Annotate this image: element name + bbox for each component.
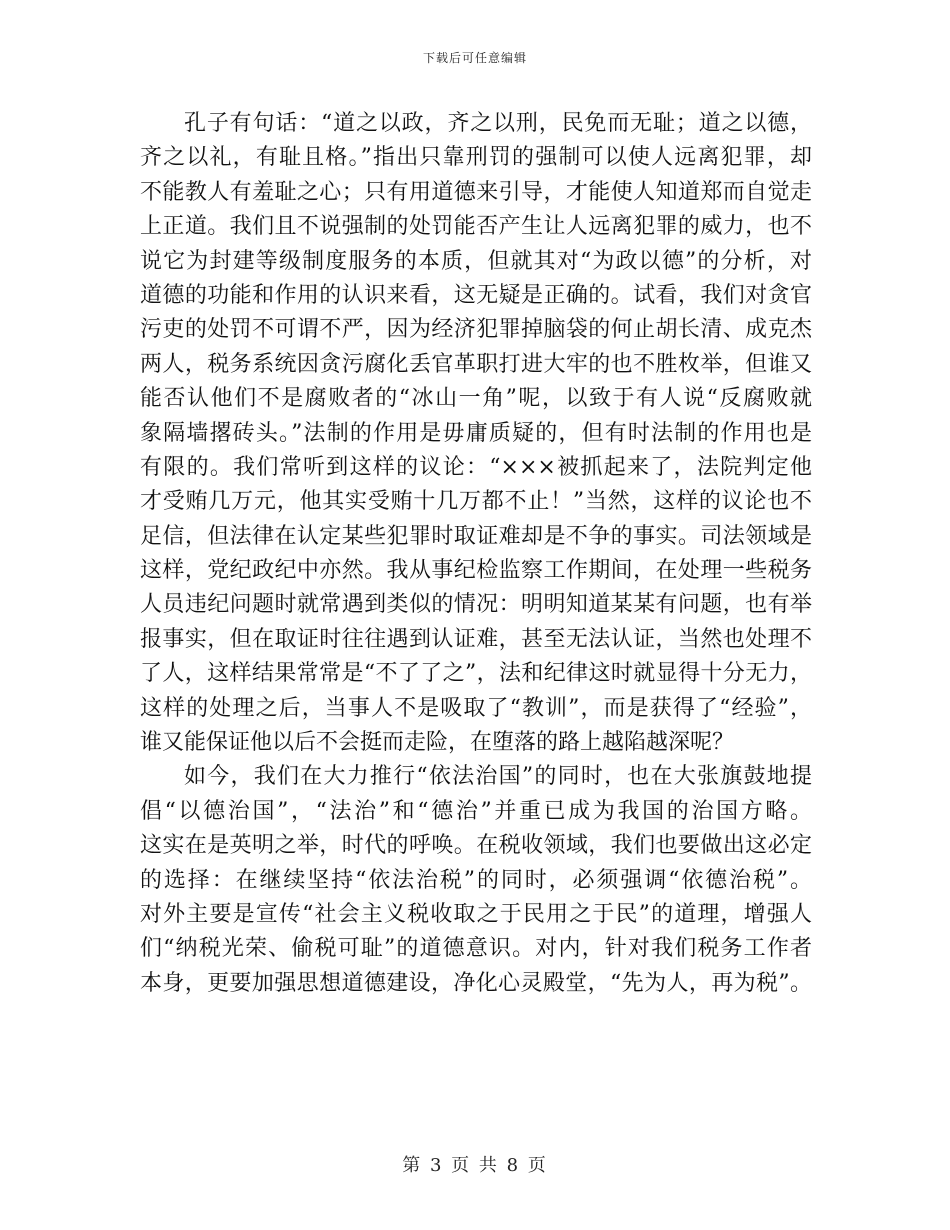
text-line: 谁又能保证他以后不会挺而走险，在堕落的路上越陷越深呢？ — [140, 730, 735, 756]
text-line: 报事实，但在取证时往往遇到认证难，甚至无法认证，当然也处理不 — [140, 626, 812, 652]
text-line: 不能教人有羞耻之心；只有用道德来引导，才能使人知道郑而自觉走 — [140, 179, 812, 205]
text-line: 这实在是英明之举，时代的呼唤。在税收领域，我们也要做出这必定 — [140, 833, 812, 859]
text-line: 这样的处理之后，当事人不是吸取了“教训”，而是获得了“经验”， — [140, 695, 812, 721]
text-line: 齐之以礼，有耻且格。”指出只靠刑罚的强制可以使人远离犯罪，却 — [140, 145, 812, 171]
text-line: 孔子有句话：“道之以政，齐之以刑，民免而无耻；道之以德， — [184, 111, 812, 136]
document-body — [140, 107, 812, 1001]
text-line: 如今，我们在大力推行“依法治国”的同时，也在大张旗鼓地提 — [184, 764, 812, 790]
text-line: 对外主要是宣传“社会主义税收取之于民用之于民”的道理，增强人 — [140, 901, 812, 927]
page-number-footer: 第 3 页 共 8 页 — [402, 1155, 548, 1176]
page-header: 下载后可任意编辑 — [422, 51, 527, 65]
paragraph-1 — [140, 107, 812, 760]
text-line: 才受贿几万元，他其实受贿十几万都不止！”当然，这样的议论也不 — [140, 489, 812, 515]
text-line: 本身，更要加强思想道德建设，净化心灵殿堂，“先为人，再为税”。 — [140, 970, 812, 996]
text-line: 道德的功能和作用的认识来看，这无疑是正确的。试看，我们对贪官 — [140, 282, 812, 308]
text-line: 这样，党纪政纪中亦然。我从事纪检监察工作期间，在处理一些税务 — [140, 558, 812, 584]
text-line: 倡“以德治国”，“法治”和“德治”并重已成为我国的治国方略。 — [140, 798, 812, 824]
text-line: 足信，但法律在认定某些犯罪时取证难却是不争的事实。司法领域是 — [140, 523, 812, 549]
text-line: 们“纳税光荣、偷税可耻”的道德意识。对内，针对我们税务工作者 — [140, 936, 812, 962]
text-line: 污吏的处罚不可谓不严，因为经济犯罪掉脑袋的何止胡长清、成克杰 — [140, 317, 812, 343]
text-line: 有限的。我们常听到这样的议论：“×××被抓起来了，法院判定他 — [140, 454, 812, 480]
text-line: 上正道。我们且不说强制的处罚能否产生让人远离犯罪的威力，也不 — [140, 214, 812, 240]
text-line: 人员违纪问题时就常遇到类似的情况：明明知道某某有问题，也有举 — [140, 592, 812, 618]
text-line: 的选择：在继续坚持“依法治税”的同时，必须强调“依德治税”。 — [140, 867, 812, 893]
text-line: 说它为封建等级制度服务的本质，但就其对“为政以德”的分析，对 — [140, 248, 812, 274]
text-line: 能否认他们不是腐败者的“冰山一角”呢，以致于有人说“反腐败就 — [140, 386, 812, 412]
text-line: 象隔墙撂砖头。”法制的作用是毋庸质疑的，但有时法制的作用也是 — [140, 420, 812, 446]
text-line: 两人，税务系统因贪污腐化丢官革职打进大牢的也不胜枚举，但谁又 — [140, 351, 812, 377]
paragraph-2 — [140, 760, 812, 1001]
text-line: 了人，这样结果常常是“不了了之”，法和纪律这时就显得十分无力， — [140, 661, 812, 687]
